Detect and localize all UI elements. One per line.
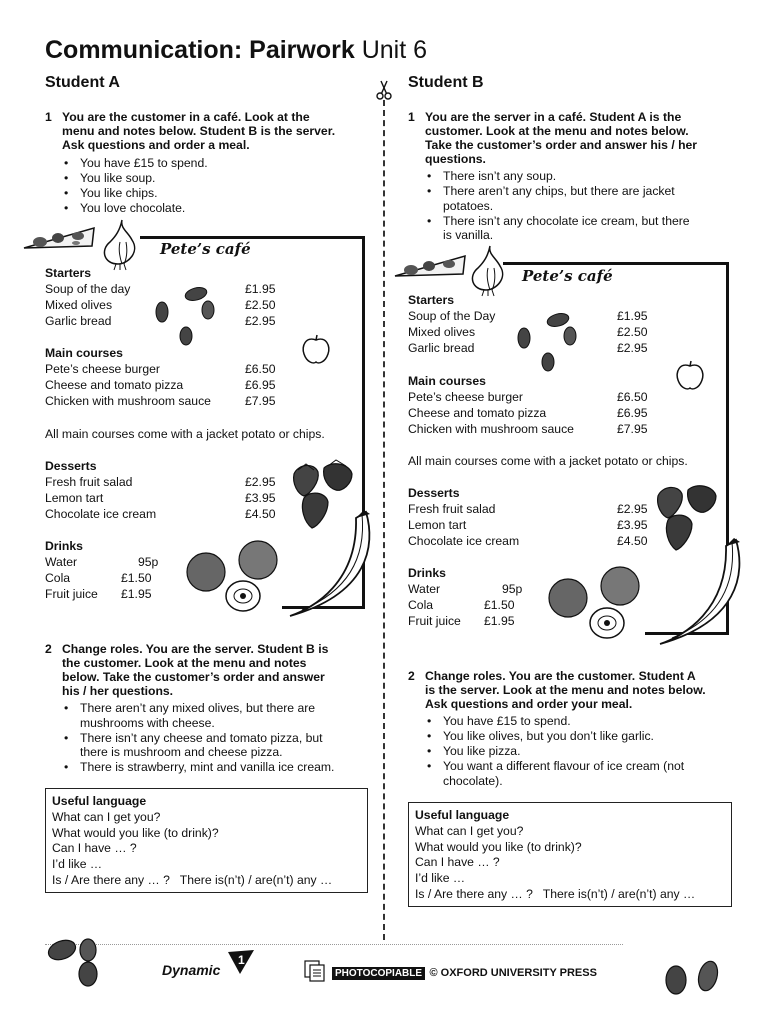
menu-item-price: £4.50 bbox=[617, 534, 648, 548]
task-line: You are the server in a café. Student A is the bbox=[425, 110, 682, 124]
task-line: questions. bbox=[425, 152, 486, 166]
menu-section-heading: Starters bbox=[408, 293, 455, 307]
task-number: 2 bbox=[408, 669, 415, 683]
menu-item-price: £1.95 bbox=[484, 614, 515, 628]
banana-icon bbox=[654, 538, 750, 648]
menu-item-name: Chocolate ice cream bbox=[45, 507, 157, 521]
list-item: • You like pizza. bbox=[425, 744, 745, 759]
menu-item-price: £6.95 bbox=[245, 378, 276, 392]
menu-item-price: £2.95 bbox=[245, 314, 276, 328]
task-line: Change roles. You are the server. Student B is bbox=[62, 642, 329, 656]
menu-item-price: £3.95 bbox=[617, 518, 648, 532]
menu-item-price: £6.50 bbox=[617, 390, 648, 404]
useful-language-line: Can I have … ? bbox=[52, 841, 137, 856]
menu-item-name: Cheese and tomato pizza bbox=[45, 378, 184, 392]
menu-item-price: £7.95 bbox=[245, 394, 276, 408]
menu-item-price: £2.95 bbox=[617, 341, 648, 355]
menu-section-heading: Desserts bbox=[45, 459, 97, 473]
olive-icon bbox=[512, 310, 582, 374]
menu-item-name: Pete’s cheese burger bbox=[45, 362, 160, 376]
menu-item-name: Pete’s cheese burger bbox=[408, 390, 523, 404]
list-item: • You like olives, but you don’t like garlic. bbox=[425, 729, 745, 744]
student-a-task2-notes bbox=[62, 701, 382, 775]
list-item: • You have £15 to spend. bbox=[62, 156, 208, 171]
menu-section-heading: Starters bbox=[45, 266, 92, 280]
menu-a-cafe-name: Pete’s café bbox=[160, 240, 251, 258]
task-number: 1 bbox=[45, 110, 52, 124]
menu-item-name: Cola bbox=[45, 571, 71, 585]
student-b-task1 bbox=[408, 110, 748, 168]
menu-item-name: Soup of the day bbox=[45, 282, 131, 296]
useful-language-heading: Useful language bbox=[52, 794, 147, 808]
menu-item-name: Soup of the Day bbox=[408, 309, 496, 323]
list-item: • You have £15 to spend. bbox=[425, 714, 745, 729]
student-a-task2 bbox=[45, 642, 375, 700]
menu-item-name: Chicken with mushroom sauce bbox=[45, 394, 211, 408]
menu-note: All main courses come with a jacket potato or chips. bbox=[408, 454, 688, 468]
menu-item-price: £1.50 bbox=[484, 598, 515, 612]
dynamic-logo-number: 1 bbox=[238, 953, 245, 967]
menu-item-name: Mixed olives bbox=[45, 298, 113, 312]
menu-item-price: £7.95 bbox=[617, 422, 648, 436]
apple-icon bbox=[674, 360, 706, 392]
useful-language-line: What would you like (to drink)? bbox=[52, 825, 219, 840]
task-line: Ask questions and order your meal. bbox=[425, 697, 633, 711]
menu-item-name: Fresh fruit salad bbox=[408, 502, 496, 516]
task-line: Ask questions and order a meal. bbox=[62, 138, 250, 152]
photocopy-icon bbox=[304, 960, 328, 982]
menu-section-heading: Drinks bbox=[45, 539, 83, 553]
menu-item-name: Mixed olives bbox=[408, 325, 476, 339]
olive-icon bbox=[150, 284, 220, 348]
menu-item-price: £2.50 bbox=[245, 298, 276, 312]
menu-item-name: Garlic bread bbox=[45, 314, 112, 328]
footer-rule bbox=[45, 944, 623, 945]
menu-item-price: 95p bbox=[138, 555, 159, 569]
menu-item-price: £1.95 bbox=[245, 282, 276, 296]
cut-line bbox=[383, 100, 385, 940]
useful-language-heading: Useful language bbox=[415, 808, 510, 822]
task-line: his / her questions. bbox=[62, 684, 174, 698]
list-item: • You like chips. bbox=[62, 186, 208, 201]
menu-item-price: £2.95 bbox=[245, 475, 276, 489]
menu-item-name: Cola bbox=[408, 598, 434, 612]
useful-language-line: Can I have … ? bbox=[415, 855, 500, 870]
pizza-icon bbox=[22, 226, 98, 262]
menu-item-price: £1.95 bbox=[617, 309, 648, 323]
banana-icon bbox=[284, 510, 380, 620]
useful-language-line: I’d like … bbox=[415, 871, 466, 886]
title-unit: Unit 6 bbox=[361, 36, 428, 64]
menu-b-cafe-name: Pete’s café bbox=[522, 267, 613, 285]
task-line: the customer. Look at the menu and notes bbox=[62, 656, 307, 670]
menu-item-name: Cheese and tomato pizza bbox=[408, 406, 547, 420]
task-line: Take the customer’s order and answer his / her bbox=[425, 138, 698, 152]
menu-section-heading: Drinks bbox=[408, 566, 446, 580]
student-a-task1-notes bbox=[62, 156, 208, 216]
task-line: Change roles. You are the customer. Student A bbox=[425, 669, 696, 683]
menu-item-name: Water bbox=[45, 555, 78, 569]
list-item: • There aren’t any chips, but there are jacket potatoes. bbox=[425, 184, 745, 213]
menu-item-price: £2.50 bbox=[617, 325, 648, 339]
list-item: • You love chocolate. bbox=[62, 201, 208, 216]
list-item: • You like soup. bbox=[62, 171, 208, 186]
student-b-task2 bbox=[408, 669, 748, 713]
useful-language-line: What can I get you? bbox=[415, 823, 524, 838]
olive-icon bbox=[44, 934, 104, 988]
menu-item-price: £1.95 bbox=[121, 587, 152, 601]
olive-icon bbox=[662, 954, 726, 1004]
task-line: below. Take the customer’s order and answer bbox=[62, 670, 325, 684]
useful-language-line: I’d like … bbox=[52, 857, 103, 872]
menu-item-price: £1.50 bbox=[121, 571, 152, 585]
menu-item-name: Water bbox=[408, 582, 441, 596]
dynamic-logo-text: Dynamic bbox=[162, 962, 221, 978]
menu-item-price: £6.50 bbox=[245, 362, 276, 376]
apple-icon bbox=[300, 334, 332, 366]
menu-section-heading: Main courses bbox=[45, 346, 123, 360]
title-bold: Communication: Pairwork bbox=[45, 36, 355, 64]
menu-section-heading: Desserts bbox=[408, 486, 460, 500]
menu-section-heading: Main courses bbox=[408, 374, 486, 388]
student-b-task1-notes bbox=[425, 169, 745, 243]
student-b-task2-notes bbox=[425, 714, 745, 789]
useful-language-box-b bbox=[408, 802, 732, 907]
list-item: • There isn’t any chocolate ice cream, but there is vanilla. bbox=[425, 214, 745, 243]
task-number: 1 bbox=[408, 110, 415, 124]
menu-item-name: Fruit juice bbox=[408, 614, 461, 628]
menu-item-price: 95p bbox=[502, 582, 523, 596]
list-item: • You want a different flavour of ice cream (not chocolate). bbox=[425, 759, 745, 788]
useful-language-line: What would you like (to drink)? bbox=[415, 839, 582, 854]
menu-item-price: £2.95 bbox=[617, 502, 648, 516]
menu-note: All main courses come with a jacket potato or chips. bbox=[45, 427, 325, 441]
useful-language-line: What can I get you? bbox=[52, 809, 161, 824]
dynamic-logo-mark bbox=[226, 948, 256, 976]
publisher-name: © OXFORD UNIVERSITY PRESS bbox=[429, 967, 597, 979]
footer-publisher bbox=[332, 963, 597, 981]
task-line: menu and notes below. Student B is the server. bbox=[62, 124, 336, 138]
list-item: • There isn’t any cheese and tomato pizza, but there is mushroom and cheese pizza. bbox=[62, 731, 382, 760]
garlic-icon bbox=[98, 218, 144, 270]
task-number: 2 bbox=[45, 642, 52, 656]
useful-language-line: Is / Are there any … ? There is(n’t) / are(n’t) any … bbox=[52, 872, 333, 887]
list-item: • There aren’t any mixed olives, but there are mushrooms with cheese. bbox=[62, 701, 382, 730]
task-line: is the server. Look at the menu and notes below. bbox=[425, 683, 706, 697]
page-title bbox=[45, 36, 427, 65]
task-line: customer. Look at the menu and notes below. bbox=[425, 124, 689, 138]
menu-item-name: Chicken with mushroom sauce bbox=[408, 422, 574, 436]
photocopiable-badge: PHOTOCOPIABLE bbox=[332, 967, 425, 980]
garlic-icon bbox=[466, 244, 512, 296]
kiwi-icon bbox=[224, 578, 262, 614]
student-a-task1 bbox=[45, 110, 375, 154]
menu-item-name: Lemon tart bbox=[408, 518, 467, 532]
pizza-icon bbox=[393, 254, 469, 290]
list-item: • There isn’t any soup. bbox=[425, 169, 745, 184]
menu-item-price: £3.95 bbox=[245, 491, 276, 505]
dynamic-logo bbox=[162, 962, 220, 978]
kiwi-icon bbox=[588, 605, 626, 641]
useful-language-line: Is / Are there any … ? There is(n’t) / are(n’t) any … bbox=[415, 886, 696, 901]
menu-item-name: Garlic bread bbox=[408, 341, 475, 355]
scissors-icon bbox=[376, 80, 392, 100]
list-item: • There is strawberry, mint and vanilla ice cream. bbox=[62, 760, 382, 775]
useful-language-box-a bbox=[45, 788, 368, 893]
menu-item-price: £4.50 bbox=[245, 507, 276, 521]
menu-item-price: £6.95 bbox=[617, 406, 648, 420]
menu-item-name: Lemon tart bbox=[45, 491, 104, 505]
menu-item-name: Chocolate ice cream bbox=[408, 534, 520, 548]
student-b-heading: Student B bbox=[408, 74, 484, 91]
menu-item-name: Fresh fruit salad bbox=[45, 475, 133, 489]
task-line: You are the customer in a café. Look at the bbox=[62, 110, 310, 124]
student-a-heading: Student A bbox=[45, 74, 120, 91]
menu-item-name: Fruit juice bbox=[45, 587, 98, 601]
